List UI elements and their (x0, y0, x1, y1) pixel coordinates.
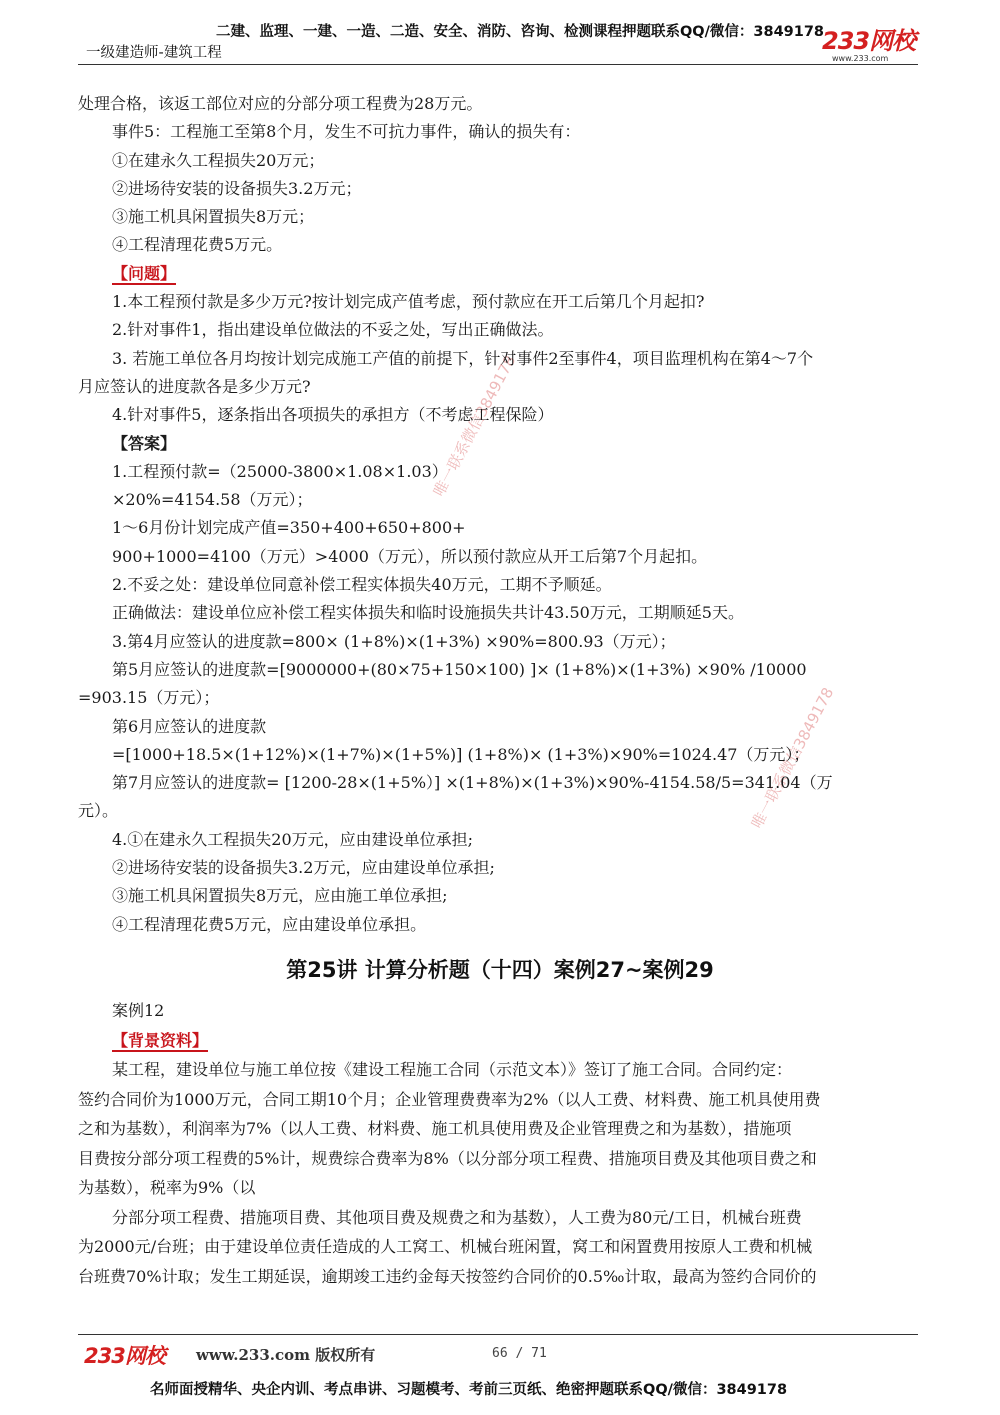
document-body (78, 90, 938, 939)
answer-line: 第5月应签认的进度款=[9000000+(80×75+150×100) ]× (1+8%)×(1+3%) ×90% /10000 (112, 659, 807, 679)
answer-line: =903.15（万元）； (78, 688, 220, 708)
background-line: 目费按分部分项工程费的5%计，规费综合费率为8%（以分部分项工程费、措施项目费及其他项目费之和 (78, 1148, 817, 1168)
body-line: 事件5：工程施工至第8个月，发生不可抗力事件，确认的损失有： (112, 122, 581, 142)
footer-copyright: www.233.com 版权所有 (196, 1346, 376, 1364)
background-heading: 【背景资料】 (112, 1030, 209, 1050)
logo-text: 233网校 (822, 27, 916, 55)
header-divider (78, 64, 918, 65)
body-line: ③施工机具闲置损失8万元； (112, 207, 315, 227)
answer-line: ③施工机具闲置损失8万元，应由施工单位承担; (112, 886, 448, 906)
footer-logo: 233网校 (84, 1344, 165, 1368)
case-label: 案例12 (112, 1001, 165, 1020)
question-line: 3. 若施工单位各月均按计划完成施工产值的前提下，针对事件2至事件4，项目监理机构在第4～7个 (112, 348, 814, 368)
background-line: 分部分项工程费、措施项目费、其他项目费及规费之和为基数），人工费为80元/工日，机械台班费 (112, 1207, 802, 1227)
answer-line: 元）。 (78, 801, 119, 821)
background-line: 签约合同价为1000万元，合同工期10个月；企业管理费费率为2%（以人工费、材料费、施工机具使用费 (78, 1089, 821, 1109)
answer-line: ②进场待安装的设备损失3.2万元，应由建设单位承担; (112, 858, 495, 878)
footer-divider (78, 1334, 918, 1335)
logo (822, 28, 922, 64)
answer-line: 第7月应签认的进度款= [1200-28×(1+5%）] ×(1+8%)×(1+3%)×90%-4154.58/5=341.04（万 (112, 773, 833, 793)
footer-contact-line: 名师面授精华、央企内训、考点串讲、习题模考、考前三页纸、绝密押题联系QQ/微信：3849178 (150, 1382, 788, 1398)
question-line: 4.针对事件5，逐条指出各项损失的承担方（不考虑工程保险） (112, 405, 554, 425)
background-line: 为2000元/台班；由于建设单位责任造成的人工窝工、机械台班闲置，窝工和闲置费用按原人工费和机械 (78, 1237, 813, 1256)
background-line: 为基数），税率为9%（以 (78, 1178, 256, 1197)
watermark: 唯一联系微信3849178 (747, 684, 838, 832)
page-number: 66 / 71 (492, 1346, 547, 1361)
answer-line: ④工程清理花费5万元，应由建设单位承担。 (112, 914, 427, 934)
header-contact-line: 二建、监理、一建、一造、二造、安全、消防、咨询、检测课程押题联系QQ/微信：3849178 (215, 24, 825, 40)
background-line: 之和为基数），利润率为7%（以人工费、材料费、施工机具使用费及企业管理费之和为基数），措施项 (78, 1119, 792, 1138)
body-line: 处理合格，该返工部位对应的分部分项工程费为28万元。 (78, 94, 483, 113)
body-line: ①在建永久工程损失20万元； (112, 150, 325, 170)
answer-line: ×20%=4154.58（万元）； (112, 490, 313, 510)
question-line: 1.本工程预付款是多少万元?按计划完成产值考虑，预付款应在开工后第几个月起扣? (112, 292, 705, 312)
body-line: ④工程清理花费5万元。 (112, 235, 283, 255)
question-heading: 【问题】 (112, 263, 177, 283)
header-subtitle: 一级建造师-建筑工程 (86, 45, 222, 61)
answer-line: 4.①在建永久工程损失20万元，应由建设单位承担; (112, 829, 474, 849)
background-line: 台班费70%计取；发生工期延误，逾期竣工违约金每天按签约合同价的0.5‰计取，最高为签约合同价的 (78, 1266, 817, 1286)
answer-heading: 【答案】 (112, 433, 177, 453)
answer-line: 正确做法：建设单位应补偿工程实体损失和临时设施损失共计43.50万元，工期顺延5天。 (112, 603, 744, 623)
answer-line: 1～6月份计划完成产值=350+400+650+800+ (112, 518, 466, 538)
case-section (78, 996, 938, 1291)
question-line: 月应签认的进度款各是多少万元? (78, 376, 311, 396)
question-line: 2.针对事件1，指出建设单位做法的不妥之处，写出正确做法。 (112, 320, 554, 340)
answer-line: 第6月应签认的进度款 (112, 716, 267, 736)
watermark: 唯一联系微信3849178 (429, 352, 520, 500)
body-line: ②进场待安装的设备损失3.2万元； (112, 178, 362, 198)
background-line: 某工程，建设单位与施工单位按《建设工程施工合同（示范文本）》签订了施工合同。合同约定： (112, 1060, 793, 1079)
answer-line: =[1000+18.5×(1+12%)×(1+7%)×(1+5%)] (1+8%)× (1+3%)×90%=1024.47（万元）； (112, 744, 810, 764)
answer-line: 3.第4月应签认的进度款=800× (1+8%)×(1+3%) ×90%=800.93（万元）； (112, 631, 676, 651)
answer-line: 2.不妥之处：建设单位同意补偿工程实体损失40万元，工期不予顺延。 (112, 575, 612, 595)
answer-line: 1.工程预付款=（25000-3800×1.08×1.03） (112, 461, 448, 481)
answer-line: 900+1000=4100（万元）>4000（万元），所以预付款应从开工后第7个月起扣。 (112, 546, 708, 566)
logo-url: www.233.com (832, 54, 889, 63)
section-title: 第25讲 计算分析题（十四）案例27~案例29 (286, 958, 714, 982)
